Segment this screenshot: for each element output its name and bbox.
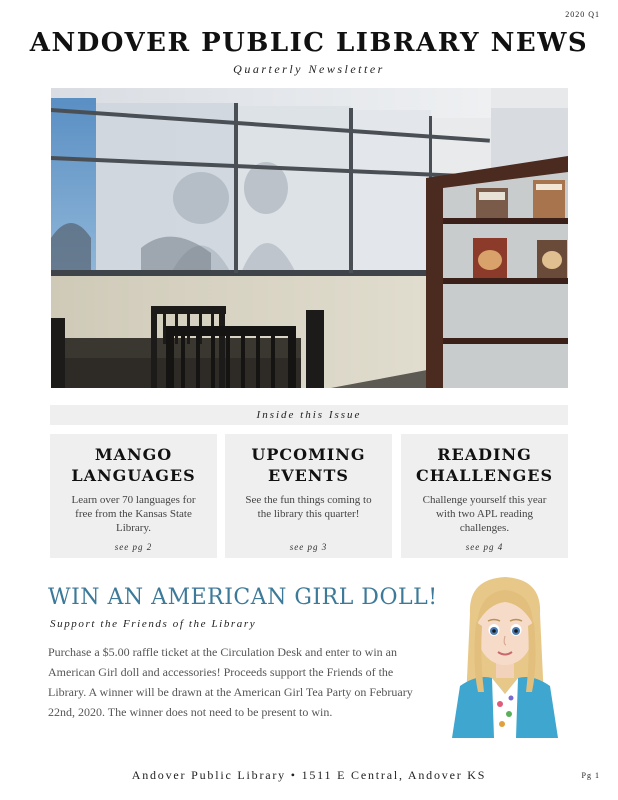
american-girl-doll-photo xyxy=(432,574,578,738)
teaser-card-mango xyxy=(50,434,217,558)
footer-address: Andover Public Library • 1511 E Central, Andover KS xyxy=(131,768,487,782)
newsletter-subtitle: Quarterly Newsletter xyxy=(233,62,385,76)
card-description: Challenge yourself this year with two APL reading challenges. xyxy=(422,494,547,534)
card-page-ref: see pg 4 xyxy=(465,542,504,552)
library-interior-photo xyxy=(51,88,568,388)
card-title: UPCOMING EVENTS xyxy=(251,445,366,485)
card-page-ref: see pg 2 xyxy=(114,542,153,552)
card-description: Learn over 70 languages for free from the Kansas State Library. xyxy=(71,494,196,534)
issue-label: 2020 Q1 xyxy=(565,10,600,19)
feature-headline: WIN AN AMERICAN GIRL DOLL! xyxy=(48,585,438,610)
teaser-card-events xyxy=(225,434,392,558)
card-title: MANGO LANGUAGES xyxy=(71,445,196,485)
teaser-card-reading xyxy=(401,434,568,558)
newsletter-title: ANDOVER PUBLIC LIBRARY NEWS xyxy=(29,28,589,58)
page-number: Pg 1 xyxy=(581,771,600,780)
feature-body-text: Purchase a $5.00 raffle ticket at the Circulation Desk and enter to win an American Girl doll and accessories! Proceeds support the Friends of the Library. A winner will be drawn at the American Girl Tea Party on February 22nd, 2020. The winner does not need to be present to win. xyxy=(48,645,413,719)
inside-this-issue-bar: Inside this Issue xyxy=(50,405,568,425)
feature-subheading: Support the Friends of the Library xyxy=(50,618,257,630)
card-title: READING CHALLENGES xyxy=(416,445,553,485)
card-description: See the fun things coming to the library this quarter! xyxy=(245,494,372,520)
card-page-ref: see pg 3 xyxy=(289,542,328,552)
